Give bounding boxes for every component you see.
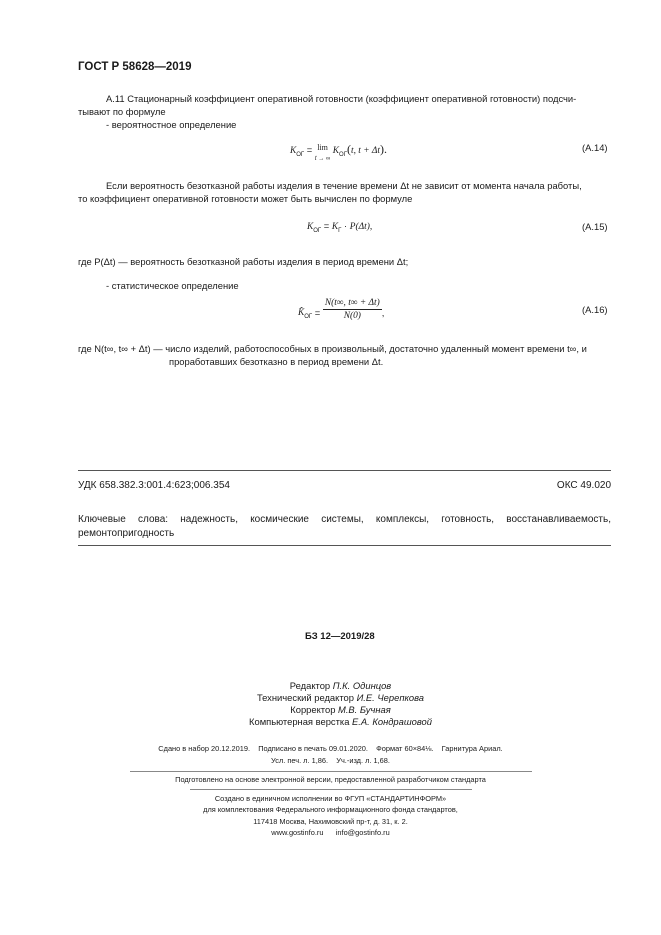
eq-a14-lhs: K	[290, 146, 297, 156]
staff-corrector-name: М.В. Бучная	[338, 704, 391, 715]
imprint-divider-2	[190, 789, 472, 790]
eq-a14-lim: lim	[317, 143, 328, 152]
eq-a16-fraction	[323, 298, 382, 321]
eq-a16-fraction-bar	[323, 309, 382, 310]
eq-a15-p: P	[349, 222, 356, 232]
imprint-divider-1	[130, 771, 532, 772]
paragraph-mid-line1: Если вероятность безотказной работы изделия в течение времени Δt не зависит от момента начала работы,	[106, 180, 582, 191]
staff-corrector-role: Корректор	[290, 704, 336, 715]
staff-editor	[20, 680, 661, 692]
eq-a14-limit	[315, 142, 330, 164]
staff-layout	[20, 716, 661, 728]
bullet-statistical: - статистическое определение	[106, 280, 239, 291]
eq-a16-numerator: N(t∞, t∞ + Δt)	[324, 298, 380, 308]
paragraph-mid-line2: то коэффициент оперативной готовности может быть вычислен по формуле	[78, 193, 413, 204]
eq-a15-arg: (Δt),	[355, 222, 373, 232]
eq-a14-rhs-sub: ОГ	[339, 151, 347, 158]
eq-a14-args: t, t + Δt	[350, 146, 380, 156]
definition-p: где P(Δt) — вероятность безотказной работы изделия в период времени Δt;	[78, 256, 409, 267]
staff-list	[0, 680, 661, 728]
equation-a14	[290, 142, 387, 164]
eq-a14-open: (	[346, 142, 351, 156]
eq-a14-rhs: K	[332, 146, 340, 156]
equation-a16	[298, 298, 384, 321]
keywords-line2: ремонтопригодность	[78, 528, 175, 539]
print-info-line2: Усл. печ. л. 1,86. Уч.-изд. л. 1,68.	[271, 756, 390, 765]
publisher-line1: Создано в единичном исполнении во ФГУП «СТАНДАРТИНФОРМ»	[214, 794, 447, 803]
print-info-line1: Сдано в набор 20.12.2019. Подписано в печать 09.01.2020. Формат 60×84⅛. Гарнитура Ариал.	[158, 744, 503, 753]
bz-number: БЗ 12—2019/28	[305, 631, 375, 642]
top-divider	[78, 470, 611, 471]
eq-a16-lhs-wrap	[298, 306, 312, 320]
equation-a15	[307, 220, 372, 234]
eq-a16-equals: =	[314, 307, 321, 318]
prepared-note: Подготовлено на основе электронной версии, предоставленной разработчиком стандарта	[175, 775, 486, 784]
staff-tech-editor	[20, 692, 661, 704]
staff-editor-name: П.К. Одинцов	[332, 680, 392, 691]
bullet-probabilistic: - вероятностное определение	[106, 119, 237, 130]
equation-number-a16: (А.16)	[582, 304, 608, 315]
bottom-divider	[78, 545, 611, 546]
eq-a16-lhs: K̂	[298, 307, 305, 318]
equation-number-a14: (А.14)	[582, 142, 608, 153]
eq-a15-lhs: K	[307, 222, 314, 232]
eq-a15-k: K	[331, 222, 339, 232]
paragraph-a11-line2: тывают по формуле	[78, 106, 166, 117]
staff-corrector	[20, 704, 661, 716]
eq-a14-equals: =	[306, 144, 313, 155]
staff-layout-name: Е.А. Кондрашовой	[352, 716, 432, 727]
publisher-contacts: www.gostinfo.ru info@gostinfo.ru	[271, 828, 390, 837]
udc-code: УДК 658.382.3:001.4:623;006.354	[78, 480, 230, 491]
eq-a14-lhs-sub: ОГ	[296, 151, 305, 158]
eq-a16-denominator: N(0)	[343, 311, 361, 321]
paragraph-a11-line1: А.11 Стационарный коэффициент оперативной готовности (коэффициент оперативной готовности) подсчи-	[106, 93, 577, 104]
definition-n-line1: где N(t∞, t∞ + Δt) — число изделий, работоспособных в произвольный, достаточно удаленный момент времени t∞, и	[78, 343, 587, 354]
eq-a15-dot: ·	[344, 220, 348, 231]
eq-a14-lim-sub: t → ∞	[314, 156, 331, 162]
eq-a16-lhs-sub: ОГ	[304, 313, 313, 320]
staff-tech-editor-name: И.Е. Черепкова	[356, 692, 425, 703]
publisher-line2: для комплектования Федерального информационного фонда стандартов,	[203, 805, 458, 814]
equation-number-a15: (А.15)	[582, 221, 608, 232]
publisher-address: 117418 Москва, Нахимовский пр-т, д. 31, к. 2.	[253, 817, 408, 826]
definition-n-line2: проработавших безотказно в период времени Δt.	[169, 356, 384, 367]
eq-a15-equals: =	[323, 220, 330, 231]
document-header: ГОСТ Р 58628—2019	[78, 61, 192, 73]
eq-a16-tail: ,	[381, 307, 385, 318]
eq-a15-k-sub: Г	[338, 227, 342, 234]
eq-a14-close: ).	[380, 142, 387, 156]
staff-tech-editor-role: Технический редактор	[256, 692, 354, 703]
oks-code: ОКС 49.020	[556, 480, 611, 491]
eq-a15-lhs-sub: ОГ	[313, 227, 322, 234]
staff-layout-role: Компьютерная верстка	[249, 716, 350, 727]
staff-editor-role: Редактор	[289, 680, 331, 691]
keywords-line1: Ключевые слова: надежность, космические системы, комплексы, готовность, восстанавливаемость,	[78, 514, 611, 525]
